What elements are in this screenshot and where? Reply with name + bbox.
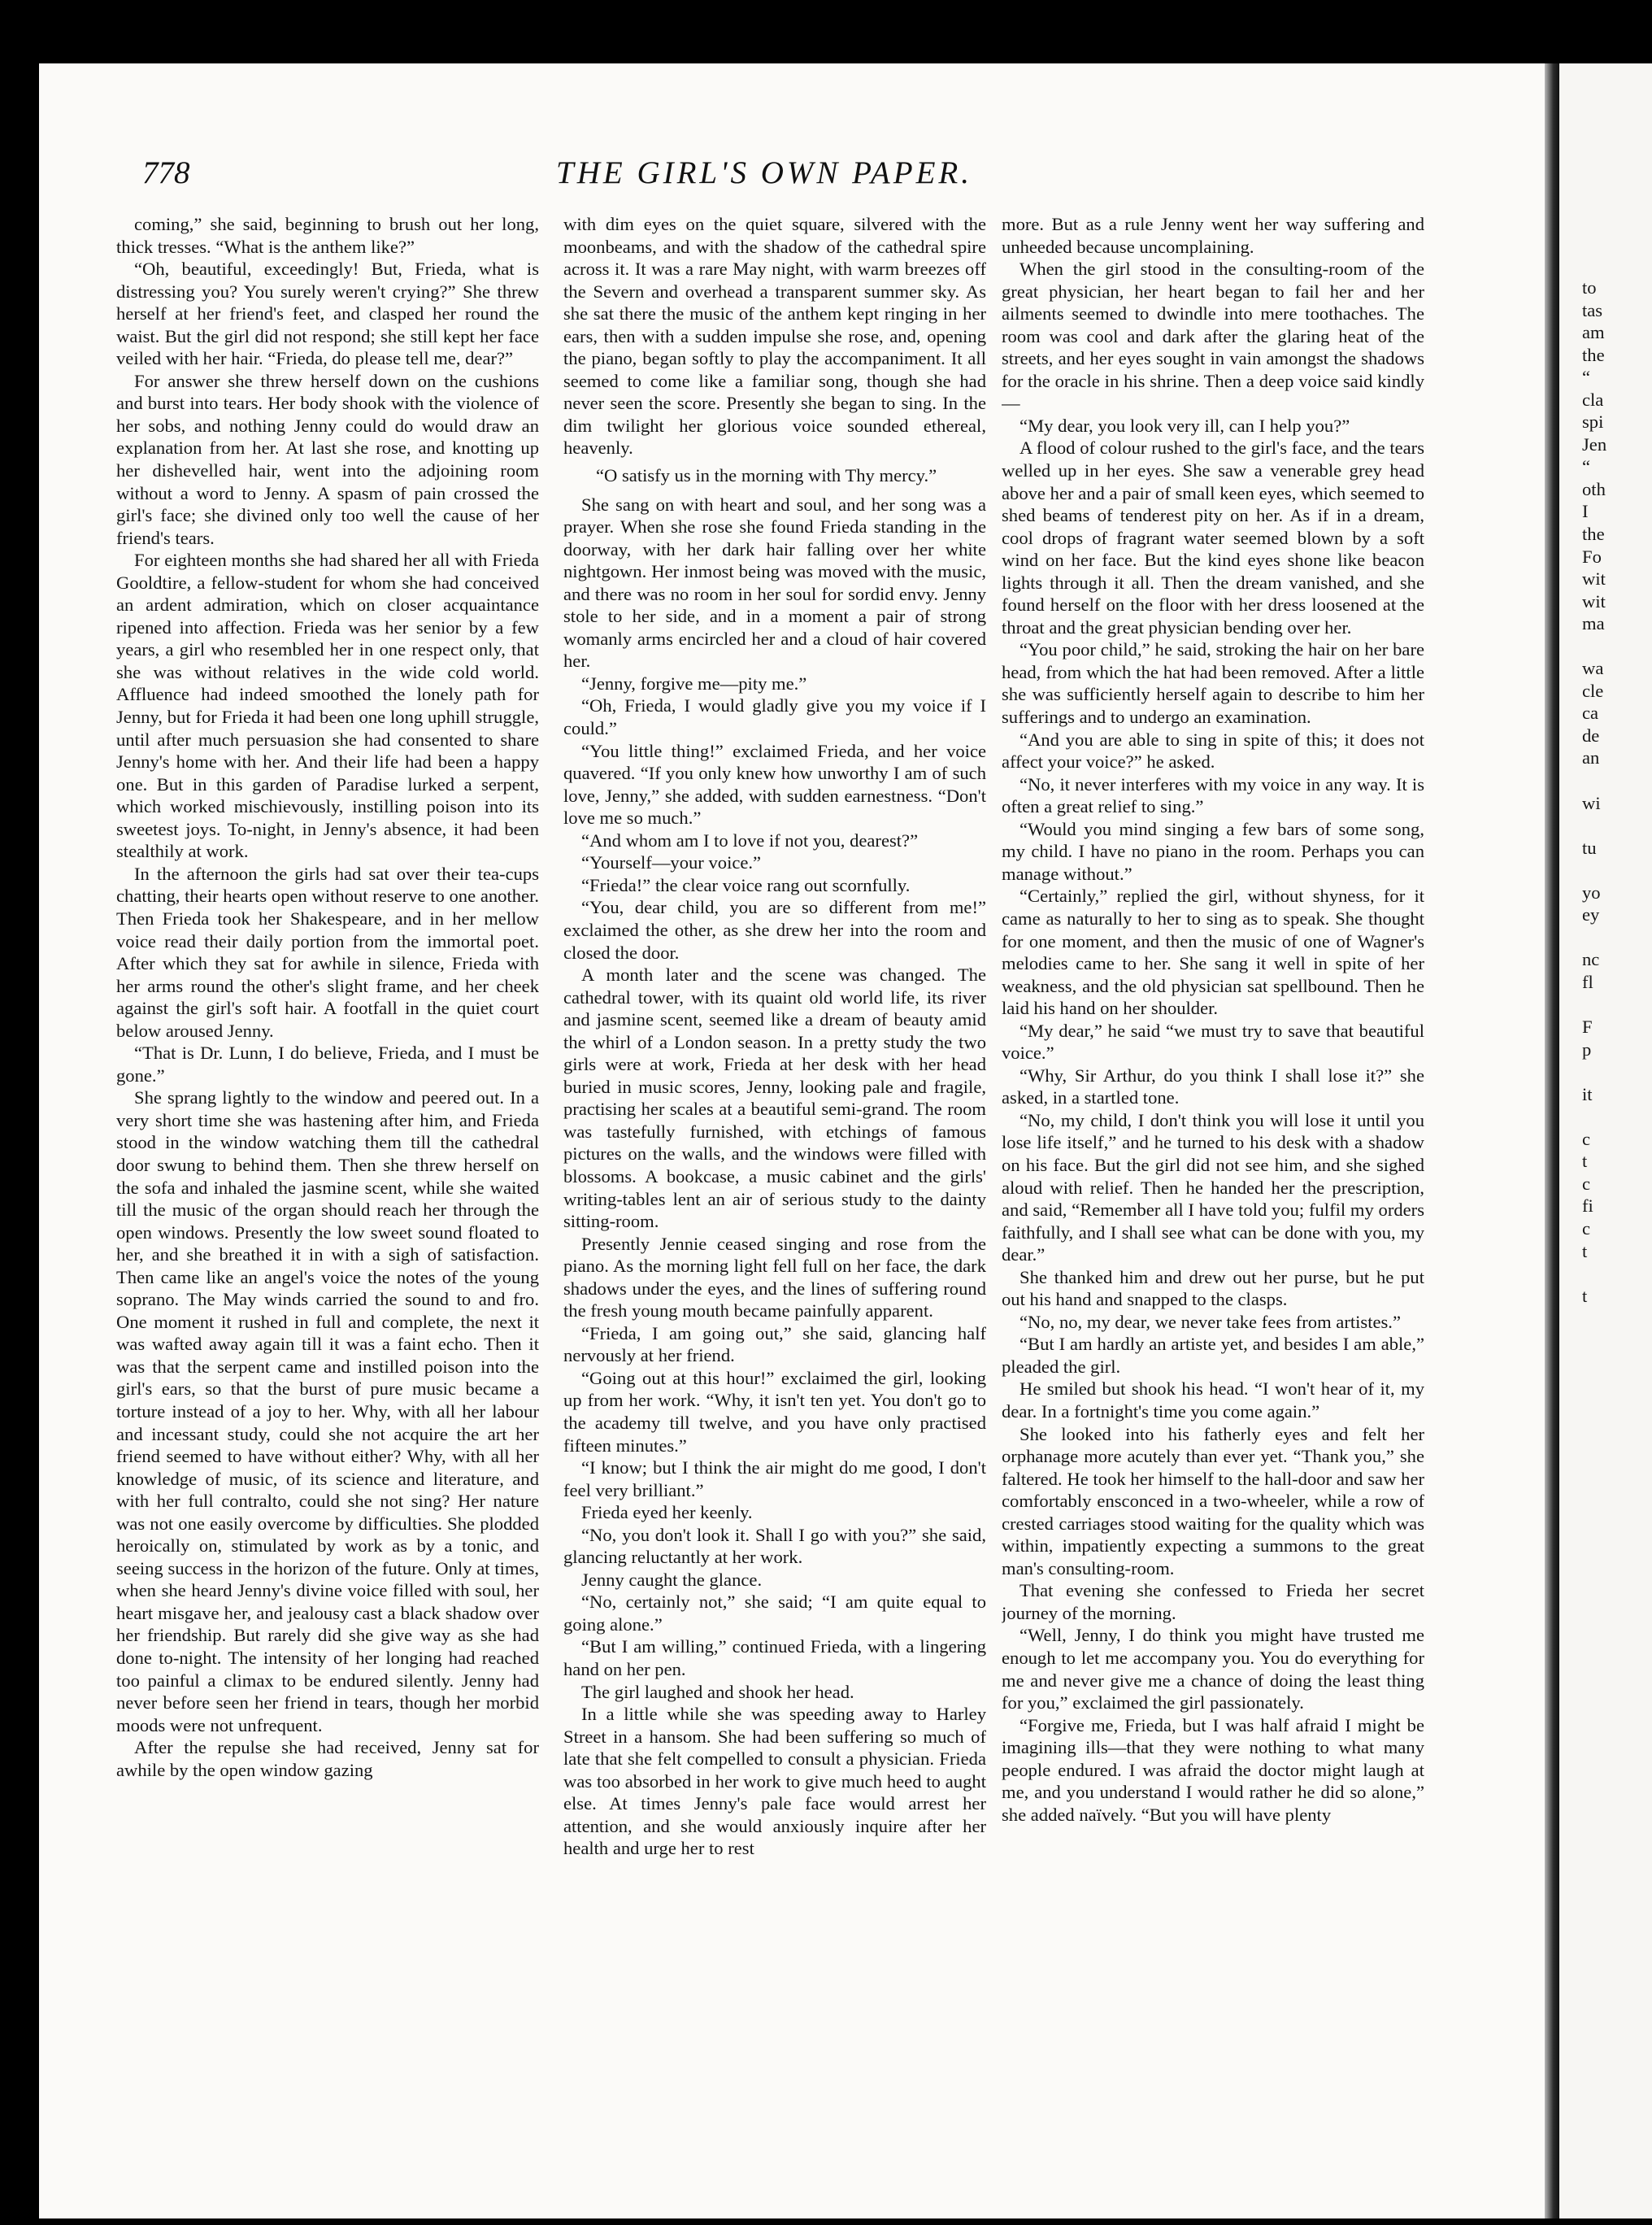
next-page-fragment: [1582, 1262, 1652, 1285]
paragraph: That evening she confessed to Frieda her secret journey of the morning.: [1002, 1580, 1424, 1623]
next-page-fragment: “: [1582, 367, 1591, 388]
next-page-fragment: [1582, 769, 1652, 792]
next-page-fragment: wit: [1582, 568, 1606, 590]
next-page-fragment: [1582, 1419, 1652, 1442]
next-page-fragment: [1582, 814, 1652, 837]
paragraph: “And you are able to sing in spite of this; it does not affect your voice?” he asked.: [1002, 729, 1424, 773]
text-column-3: [1002, 213, 1424, 2100]
next-page-fragment: tu: [1582, 837, 1597, 858]
next-page-fragment: the: [1582, 344, 1605, 365]
paragraph: “No, my child, I don't think you will lose it until you lose life itself,” and he turned to his desk with a shadow on his face. But the girl did not see him, and she sighed aloud with relief. Then he handed her the prescription, and said, “Remember all I have told you; fulfil my orders faithfully, and I shall see what can be done with you, my dear.”: [1002, 1109, 1424, 1265]
next-page-fragment: de: [1582, 725, 1600, 746]
paragraph: She looked into his fatherly eyes and felt her orphanage more acutely than ever yet. “Thank you,” she faltered. He took her himself to the hall-door and saw her comfortably ensconced in a two-wheeler, while a row of crested carriages stood waiting for the quality which was within, impatiently expecting a summons to the great man's consulting-room.: [1002, 1423, 1424, 1578]
next-page-fragment: [1582, 1531, 1652, 1554]
paragraph: He smiled but shook his head. “I won't hear of it, my dear. In a fortnight's time you come again.”: [1002, 1378, 1424, 1422]
next-page-fragment: [1582, 1396, 1652, 1419]
next-page-text-fragments: [1582, 276, 1652, 1710]
next-page-fragment: fi: [1582, 1195, 1593, 1217]
next-page-fragment: [1582, 994, 1652, 1017]
next-page-fragment: [1582, 1352, 1652, 1374]
paragraph: In the afternoon the girls had sat over their tea-cups chatting, their hearts open without reserve to one another. Then Frieda took her Shakespeare, and in her mellow voice read their daily portion from the immortal poet. After which they sat for awhile in silence, Frieda with her arms round the other's slight frame, and her cheek against the girl's soft hair. A footfall in the quiet court below aroused Jenny.: [116, 863, 539, 1041]
next-page-fragment: t: [1582, 1240, 1588, 1261]
paragraph: coming,” she said, beginning to brush out her long, thick tresses. “What is the anthem like?”: [116, 214, 539, 257]
paragraph: “You little thing!” exclaimed Frieda, and her voice quavered. “If you only knew how unworthy I am of such love, Jenny,” she added, with sudden earnestness. “Don't love me so much.”: [563, 740, 986, 829]
next-page-fragment: oth: [1582, 478, 1606, 499]
next-page-fragment: it: [1582, 1083, 1593, 1104]
next-page-fragment: tas: [1582, 299, 1603, 320]
paragraph: The girl laughed and shook her head.: [581, 1681, 854, 1702]
text-column-1: [116, 213, 539, 2100]
text-column-2: [563, 213, 986, 2100]
paragraph: She sprang lightly to the window and peered out. In a very short time she was hastening after him, and Frieda stood in the window watching them till the cathedral door swung to behind them. Then she threw herself on the sofa and inhaled the jasmine scent, while she waited till the music of the organ should reach her through the open windows. Presently the low sweet sound floated to her, and she breathed it in with a sigh of satisfaction. Then came like an angel's voice the notes of the young soprano. The May winds carried the sound to and fro. One moment it rushed in full and complete, the next it was wafted away again till it was a faint echo. Then it was that the serpent came and instilled poison into the girl's ears, so that the burst of pure music became a torture instead of a joy to her. Why, with all her labour and incessant study, could she not acquire the art her friend seemed to have without either? Why, with all her knowledge of music, of its science and literature, and with her full contralto, could she not sing? Her nature was not one easily overcome by difficulties. She plodded heroically on, stimulated by work as by a tonic, and seeing success in the horizon of the future. Only at times, when she heard Jenny's divine voice filled with soul, her heart misgave her, and jealousy cast a black shadow over her friendship. But rarely did she give way as she had done to-night. The intensity of her longing had reached too painful a climax to be endured silently. Jenny had never before seen her friend in tears, though her morbid moods were not unfrequent.: [116, 1087, 539, 1735]
next-page-fragment: [1582, 1509, 1652, 1531]
next-page-fragment: [1582, 859, 1652, 882]
next-page-fragment: spi: [1582, 411, 1604, 433]
paragraph: “And whom am I to love if not you, dearest?”: [581, 829, 919, 851]
next-page-fragment: [1582, 1060, 1652, 1083]
paragraph: “Oh, Frieda, I would gladly give you my voice if I could.”: [563, 695, 986, 739]
next-page-fragment: Jen: [1582, 433, 1607, 455]
paragraph: “Yourself—your voice.”: [581, 852, 762, 873]
paragraph: “But I am hardly an artiste yet, and besides I am able,” pleaded the girl.: [1002, 1334, 1424, 1377]
paragraph: After the repulse she had received, Jenny sat for awhile by the open window gazing: [116, 1737, 539, 1780]
next-page-fragment: ca: [1582, 703, 1599, 724]
paragraph: Frieda eyed her keenly.: [581, 1502, 753, 1523]
paragraph: with dim eyes on the quiet square, silvered with the moonbeams, and with the shadow of the cathedral spire across it. It was a rare May night, with warm breezes off the Severn and overhead a transparent summer sky. As she sat there the music of the anthem kept ringing in her ears, then with a sudden impulse she rose, and, opening the piano, began softly to play the accompaniment. It all seemed to come like a familiar song, though she had never seen the score. Presently she began to sing. In the dim twilight her glorious voice sounded ethereal, heavenly.: [563, 214, 986, 459]
paragraph: “I know; but I think the air might do me good, I don't feel very brilliant.”: [563, 1457, 986, 1500]
next-page-fragment: to: [1582, 277, 1597, 298]
next-page-fragment: [1582, 1553, 1652, 1576]
next-page-fragment: [1582, 1487, 1652, 1509]
paragraph: In a little while she was speeding away to Harley Street in a hansom. She had been suffering so much of late that she felt compelled to consult a physician. Frieda was too absorbed in her work to give much heed to aught else. At times Jenny's pale face would arrest her attention, and she would anxiously inquire after her health and urge her to rest: [563, 1704, 986, 1859]
next-page-fragment: ma: [1582, 613, 1605, 634]
paragraph: “Frieda, I am going out,” she said, glancing half nervously at her friend.: [563, 1322, 986, 1366]
next-page-fragment: [1582, 1643, 1652, 1665]
next-page-fragment: Fo: [1582, 546, 1602, 567]
next-page-fragment: wi: [1582, 792, 1601, 813]
paragraph: “No, no, my dear, we never take fees from artistes.”: [1019, 1311, 1401, 1332]
paragraph: She sang on with heart and soul, and her song was a prayer. When she rose she found Frieda standing in the doorway, with her dark hair falling over her white nightgown. Her inmost being was moved with the music, and there was no room in her soul for sordid envy. Jenny stole to her side, and in a moment a pair of strong womanly arms encircled her and a cloud of hair covered her.: [563, 494, 986, 672]
next-page-fragment: cla: [1582, 389, 1604, 410]
paragraph: “O satisfy us in the morning with Thy mercy.”: [596, 465, 937, 486]
paragraph: “You, dear child, you are so different from me!” exclaimed the other, as she drew her into the room and closed the door.: [563, 897, 986, 963]
next-page-fragment: [1582, 1330, 1652, 1352]
next-page-fragment: [1582, 926, 1652, 949]
paragraph: “But I am willing,” continued Frieda, with a lingering hand on her pen.: [563, 1636, 986, 1679]
next-page-fragment: [1582, 1576, 1652, 1599]
paragraph: Presently Jennie ceased singing and rose from the piano. As the morning light fell full on her face, the dark shadows under the eyes, and the lines of suffering round the fresh young mouth became painfully apparent.: [563, 1233, 986, 1322]
paragraph: “My dear, you look very ill, can I help you?”: [1019, 415, 1350, 436]
next-page-fragment: [1582, 1687, 1652, 1710]
next-page-fragment: cle: [1582, 680, 1604, 701]
paragraph: “Well, Jenny, I do think you might have trusted me enough to let me accompany you. You do everything for me and never give me a chance of doing the least thing for you,” exclaimed the girl passionately.: [1002, 1625, 1424, 1713]
next-page-fragment: [1582, 1665, 1652, 1688]
paragraph: “No, certainly not,” she said; “I am quite equal to going alone.”: [563, 1591, 986, 1635]
paragraph: Jenny caught the glance.: [581, 1569, 763, 1590]
book-spine: [1545, 63, 1559, 2218]
paragraph: “That is Dr. Lunn, I do believe, Frieda, and I must be gone.”: [116, 1043, 539, 1086]
next-page-fragment: I: [1582, 501, 1589, 522]
next-page-fragment: [1582, 1441, 1652, 1464]
paragraph: “Why, Sir Arthur, do you think I shall lose it?” she asked, in a startled tone.: [1002, 1065, 1424, 1108]
paragraph: “Oh, beautiful, exceedingly! But, Frieda, what is distressing you? You surely weren't crying?” She threw herself at her friend's feet, and clasped her round the waist. But the girl did not respond; she still kept her face veiled with her hair. “Frieda, do please tell me, dear?”: [116, 259, 539, 369]
paragraph: She thanked him and drew out her purse, but he put out his hand and snapped to the clasps.: [1002, 1266, 1424, 1310]
next-page-fragment: the: [1582, 524, 1605, 545]
next-page-fragment: [1582, 635, 1652, 658]
paragraph: A flood of colour rushed to the girl's face, and the tears welled up in her eyes. She saw a venerable grey head above her and a pair of small keen eyes, which seemed to shed beams of tenderest pity on her. As if in a dream, cool drops of fragrant water seemed blown by a soft wind on her face. But the kind eyes shone like beacon lights through it all. Then the dream vanished, and she found herself on the floor with her dress loosened at the throat and the great physician bending over her.: [1002, 438, 1424, 638]
next-page-fragment: ey: [1582, 904, 1600, 925]
paragraph: “Frieda!” the clear voice rang out scornfully.: [581, 874, 911, 895]
next-page-fragment: t: [1582, 1285, 1588, 1306]
next-page-fragment: p: [1582, 1038, 1592, 1060]
next-page-fragment: F: [1582, 1017, 1593, 1038]
paragraph: more. But as a rule Jenny went her way suffering and unheeded because uncomplaining.: [1002, 214, 1424, 257]
paragraph: “Would you mind singing a few bars of some song, my child. I have no piano in the room. Perhaps you can manage without.”: [1002, 818, 1424, 884]
next-page-fragment: nc: [1582, 949, 1600, 970]
next-page-fragment: am: [1582, 322, 1605, 343]
paragraph: “You poor child,” he said, stroking the hair on her bare head, from which the hat had been removed. After a little she was sufficiently herself again to describe to him her sufferings and to undergo an examination.: [1002, 639, 1424, 728]
page-header: [106, 155, 1423, 203]
paragraph: “Jenny, forgive me—pity me.”: [581, 673, 807, 694]
paragraph: “My dear,” he said “we must try to save that beautiful voice.”: [1002, 1020, 1424, 1064]
next-page-fragment: fl: [1582, 971, 1593, 992]
next-page-fragment: an: [1582, 747, 1600, 769]
next-page-fragment: [1582, 1105, 1652, 1128]
next-page-fragment: wit: [1582, 590, 1606, 612]
paragraph: For answer she threw herself down on the cushions and burst into tears. Her body shook with the violence of her sobs, and nothing Jenny could do would draw an explanation from her. At last she rose, and knotting up her dishevelled hair, went into the adjoining room without a word to Jenny. A spasm of pain crossed the girl's face; she divined only too well the cause of her friend's tears.: [116, 370, 539, 548]
next-page-fragment: [1582, 1374, 1652, 1397]
paragraph: A month later and the scene was changed. The cathedral tower, with its quaint old world life, its river and jasmine scent, seemed like a dream of beauty amid the whirl of a London season. In a pretty study the two girls were at work, Frieda at her desk with her head buried in music scores, Jenny, looking pale and fragile, practising her scales at a beautiful semi-grand. The room was tastefully furnished, with etchings of famous pictures on the walls, and the windows were filled with blossoms. A bookcase, a music cabinet and the girls' writing-tables lent an air of serious study to the dainty sitting-room.: [563, 964, 986, 1232]
running-title: THE GIRL'S OWN PAPER.: [556, 155, 972, 190]
next-page-fragment: [1582, 1464, 1652, 1487]
next-page-fragment: t: [1582, 1151, 1588, 1172]
next-page-fragment: wa: [1582, 658, 1604, 679]
paragraph: “Going out at this hour!” exclaimed the girl, looking up from her work. “Why, it isn't ten yet. You don't go to the academy till twelve, and you have only practised fifteen minutes.”: [563, 1367, 986, 1456]
paragraph: “Forgive me, Frieda, but I was half afraid I might be imagining ills—that they were nothing to what many people endured. I was afraid the doctor might laugh at me, and you understand I would rather he did so alone,” she added naïvely. “But you will have plenty: [1002, 1714, 1424, 1825]
next-page-fragment: yo: [1582, 882, 1601, 903]
next-page-fragment: [1582, 1621, 1652, 1644]
next-page-fragment: “: [1582, 456, 1591, 477]
paragraph: When the girl stood in the consulting-room of the great physician, her heart began to fail her and her ailments seemed to dwindle into mere toothaches. The room was cool and dark after the glaring heat of the streets, and her eyes sought in vain amongst the shadows for the oracle in his shrine. Then a deep voice said kindly—: [1002, 259, 1424, 414]
next-page-fragment: c: [1582, 1128, 1591, 1149]
page-number: 778: [142, 155, 190, 190]
next-page-fragment: [1582, 1307, 1652, 1330]
next-page-edge: [1559, 63, 1652, 2218]
next-page-fragment: c: [1582, 1217, 1591, 1239]
paragraph: For eighteen months she had shared her all with Frieda Gooldtire, a fellow-student for whom she had conceived an ardent admiration, which on closer acquaintance ripened into affection. Frieda was her senior by a few years, a girl who resembled her in one respect only, that she was without relatives in the wide cold world. Affluence had indeed smoothed the lonely path for Jenny, but for Frieda it had been one long uphill struggle, until after much persuasion she had consented to share Jenny's home with her. And their life had been a happy one. But in this garden of Paradise lurked a serpent, which worked mischievously, instilling poison into its sweetest joys. To-night, in Jenny's absence, it had been stealthily at work.: [116, 550, 539, 862]
paragraph: “No, it never interferes with my voice in any way. It is often a great relief to sing.”: [1002, 773, 1424, 817]
paragraph: “No, you don't look it. Shall I go with you?” she said, glancing reluctantly at her work.: [563, 1524, 986, 1568]
paragraph: “Certainly,” replied the girl, without shyness, for it came as naturally to her to sing as to speak. She thought for one moment, and then the music of one of Wagner's melodies came to her. She sang it well in spite of her weakness, and the old physician sat spellbound. Then he laid his hand on her shoulder.: [1002, 886, 1424, 1019]
next-page-fragment: [1582, 1598, 1652, 1621]
next-page-fragment: c: [1582, 1173, 1591, 1194]
